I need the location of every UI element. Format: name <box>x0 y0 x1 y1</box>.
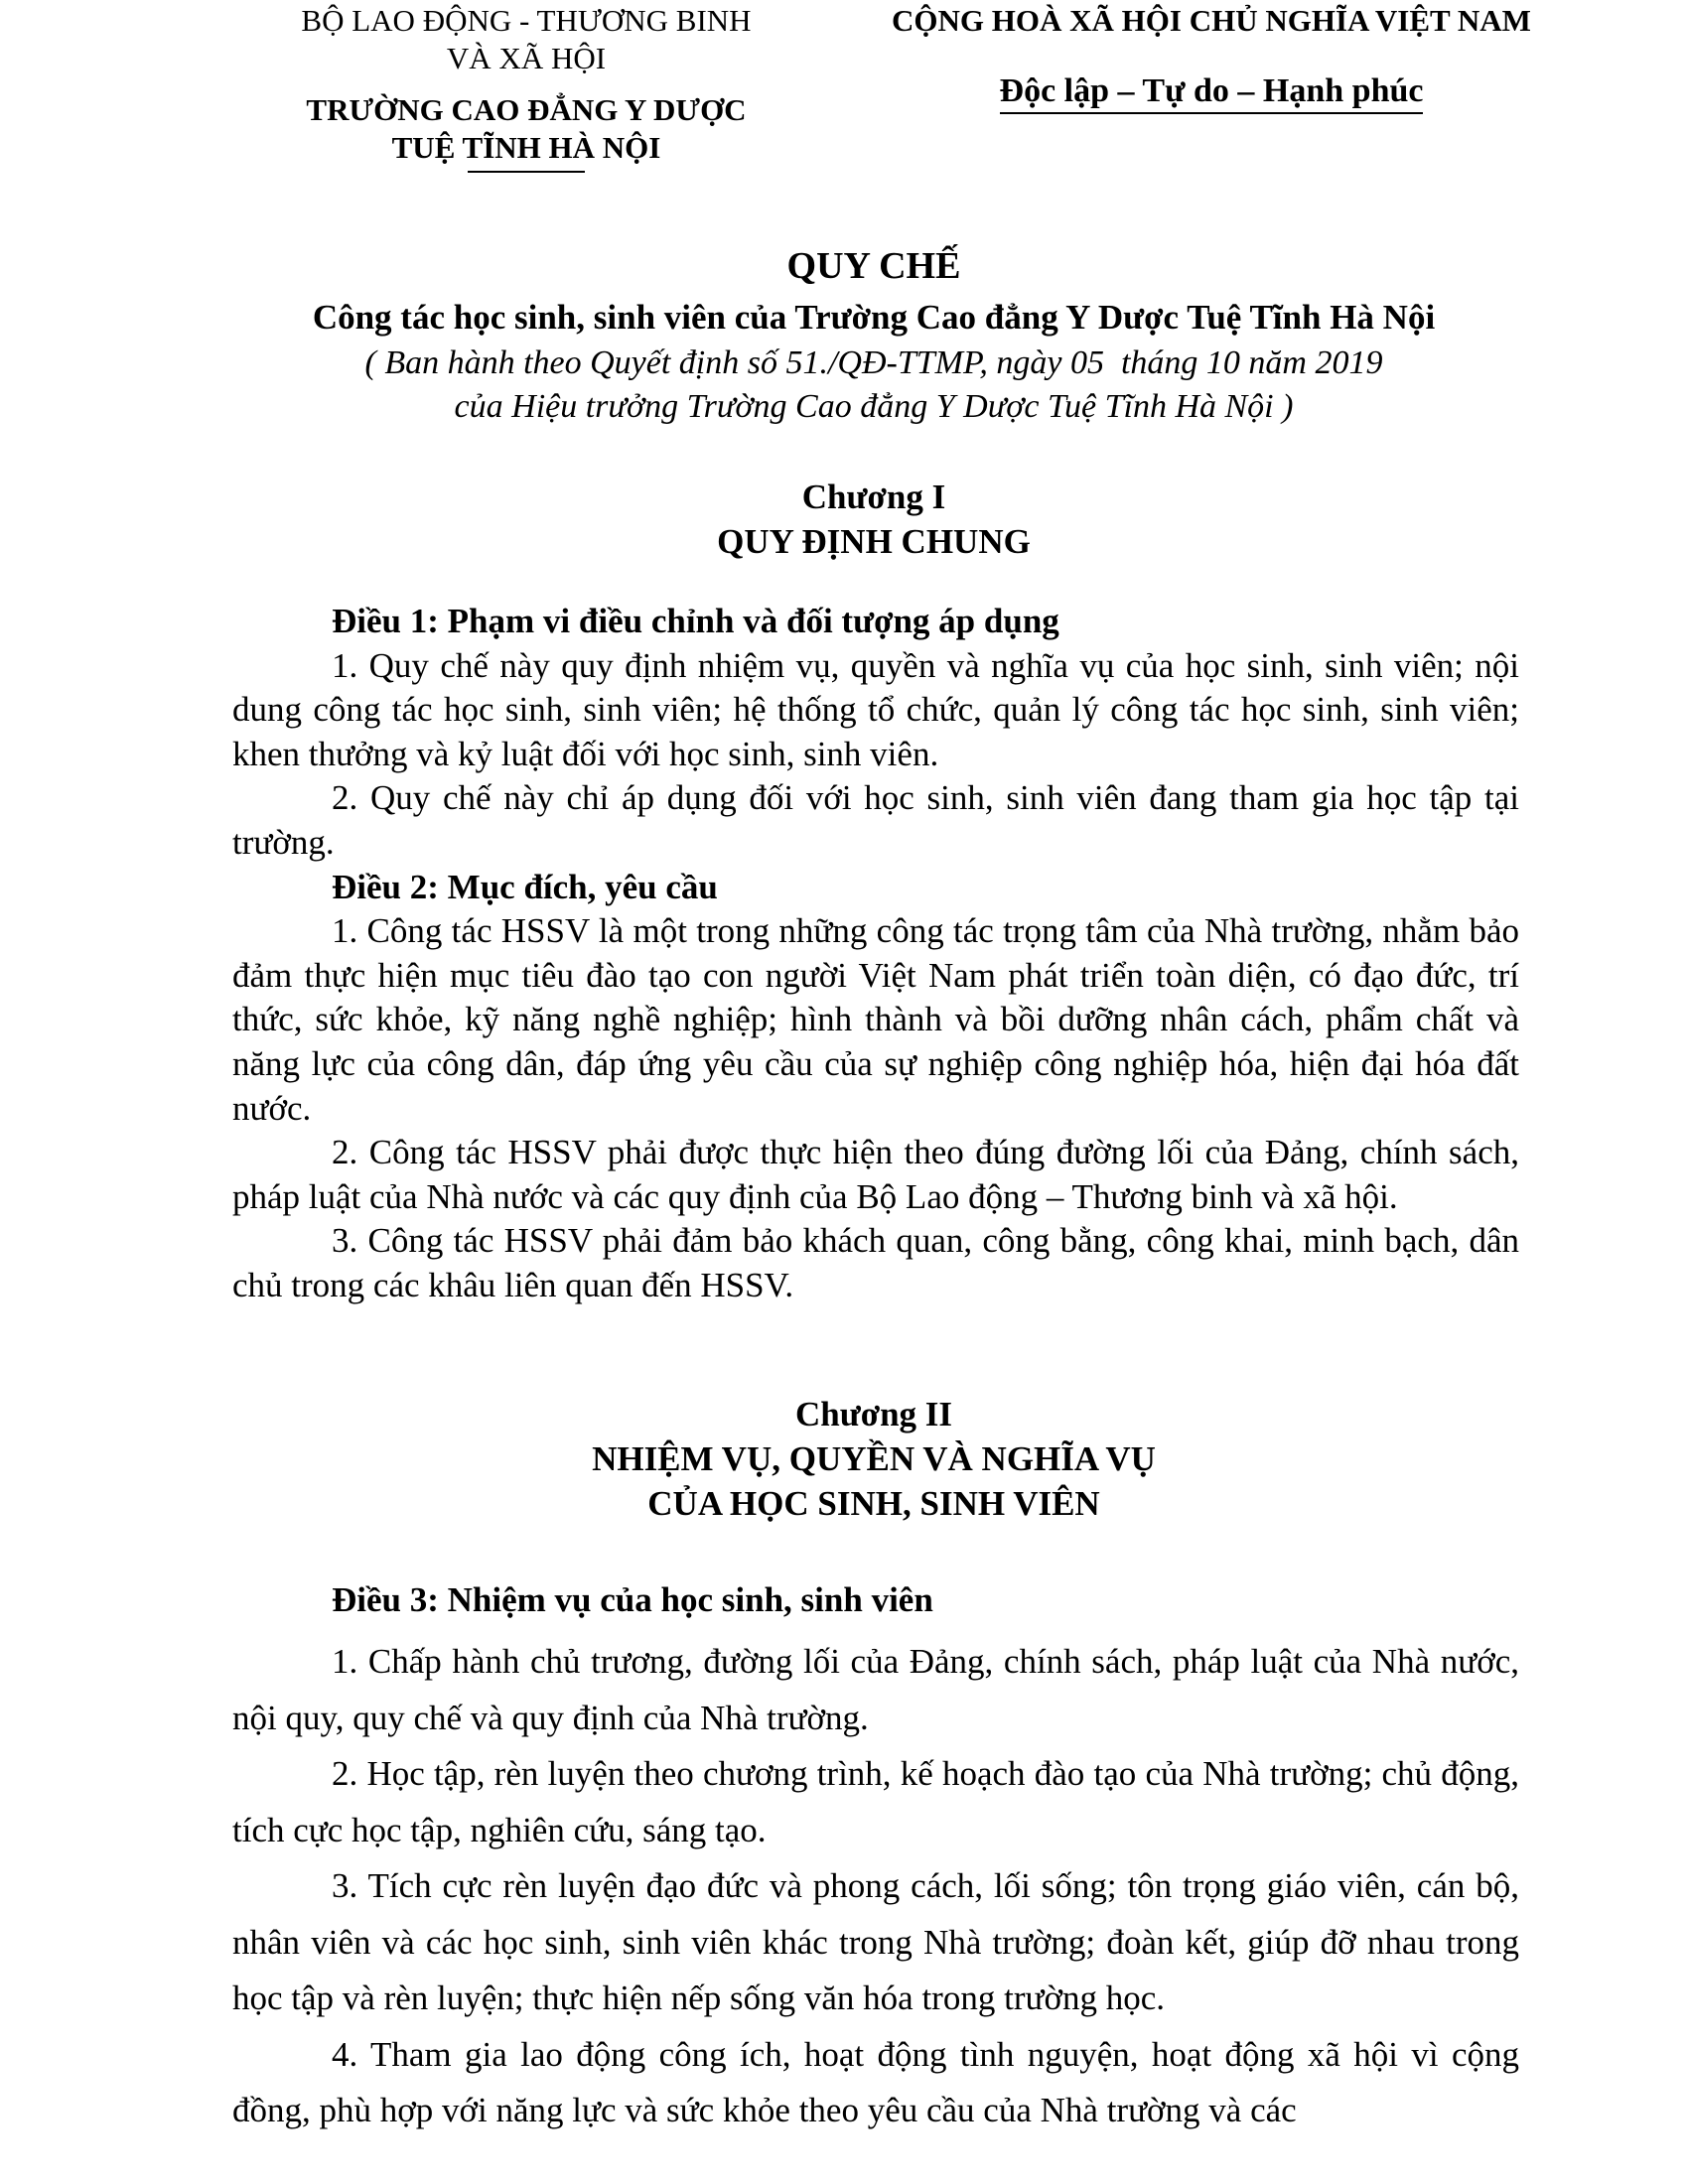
national-title-block <box>874 2 1549 114</box>
decree-reference <box>228 341 1519 429</box>
chapter2-label: Chương II <box>794 1395 953 1433</box>
chapter2-name-line1: NHIỆM VỤ, QUYỀN VÀ NGHĨA VỤ <box>592 1439 1156 1478</box>
decree-line1: ( Ban hành theo Quyết định số 51./QĐ-TTMP, ngày 05 tháng 10 năm 2019 <box>364 344 1383 381</box>
article2-paragraph2: 2. Công tác HSSV phải được thực hiện theo đúng đường lối của Đảng, chính sách, pháp luật của Nhà nước và các quy định của Bộ Lao động – Thương binh và xã hội. <box>232 1133 1519 1216</box>
document-subtitle: Công tác học sinh, sinh viên của Trường Cao đẳng Y Dược Tuệ Tĩnh Hà Nội <box>312 298 1436 337</box>
article3-paragraph1: 1. Chấp hành chủ trương, đường lối của Đảng, chính sách, pháp luật của Nhà nước, nội quy, quy chế và quy định của Nhà trường. <box>232 1642 1519 1737</box>
national-motto: Độc lập – Tự do – Hạnh phúc <box>1000 72 1424 114</box>
article3-paragraph2: 2. Học tập, rèn luyện theo chương trình, kế hoạch đào tạo của Nhà trường; chủ động, tích cực học tập, nghiên cứu, sáng tạo. <box>232 1754 1519 1849</box>
article3-paragraph4: 4. Tham gia lao động công ích, hoạt động tình nguyện, hoạt động xã hội vì cộng đồng, phù hợp với năng lực và sức khỏe theo yêu cầu của Nhà trường và các <box>232 2034 1519 2129</box>
document-title: QUY CHẾ <box>786 245 961 287</box>
chapter2-name-line2: CỦA HỌC SINH, SINH VIÊN <box>647 1484 1100 1523</box>
chapter1-name: QUY ĐỊNH CHUNG <box>717 522 1031 561</box>
ministry-name-line1: BỘ LAO ĐỘNG - THƯƠNG BINH <box>301 3 752 38</box>
school-name-line1: TRƯỜNG CAO ĐẲNG Y DƯỢC <box>306 92 747 127</box>
issuing-authority-block <box>248 2 804 173</box>
chapter2-heading <box>228 1392 1519 1526</box>
article2-paragraph1: 1. Công tác HSSV là một trong những công tác trọng tâm của Nhà trường, nhằm bảo đảm thực hiện mục tiêu đào tạo con người Việt Nam phát triển toàn diện, có đạo đức, trí thức, sức khỏe, kỹ năng nghề nghiệp; hình thành và bồi dưỡng nhân cách, phẩm chất và năng lực của công dân, đáp ứng yêu cầu của sự nghiệp công nghiệp hóa, hiện đại hóa đất nước. <box>232 911 1519 1128</box>
article2-heading: Điều 2: Mục đích, yêu cầu <box>332 867 718 906</box>
article3-heading: Điều 3: Nhiệm vụ của học sinh, sinh viên <box>332 1580 933 1619</box>
article3-paragraph3: 3. Tích cực rèn luyện đạo đức và phong cách, lối sống; tôn trọng giáo viên, cán bộ, nhân viên và các học sinh, sinh viên khác trong Nhà trường; đoàn kết, giúp đỡ nhau trong học tập và rèn luyện; thực hiện nếp sống văn hóa trong trường học. <box>232 1866 1519 2017</box>
article1-paragraph1: 1. Quy chế này quy định nhiệm vụ, quyền và nghĩa vụ của học sinh, sinh viên; nội dung công tác học sinh, sinh viên; hệ thống tổ chức, quản lý công tác học sinh, sinh viên; khen thưởng và kỷ luật đối với học sinh, sinh viên. <box>232 645 1519 773</box>
article2-paragraph3: 3. Công tác HSSV phải đảm bảo khách quan, công bằng, công khai, minh bạch, dân chủ trong các khâu liên quan đến HSSV. <box>232 1221 1519 1304</box>
header-left-divider <box>468 171 585 173</box>
chapter1-body <box>232 600 1519 1308</box>
national-title: CỘNG HOÀ XÃ HỘI CHỦ NGHĨA VIỆT NAM <box>892 3 1531 38</box>
chapter1-heading <box>228 475 1519 564</box>
ministry-name-line2: VÀ XÃ HỘI <box>446 41 607 75</box>
decree-line2: của Hiệu trưởng Trường Cao đẳng Y Dược Tuệ Tĩnh Hà Nội ) <box>454 388 1294 425</box>
article1-heading: Điều 1: Phạm vi điều chỉnh và đối tượng áp dụng <box>332 602 1059 640</box>
article1-paragraph2: 2. Quy chế này chỉ áp dụng đối với học sinh, sinh viên đang tham gia học tập tại trường. <box>232 778 1519 862</box>
chapter1-label: Chương I <box>801 478 946 516</box>
chapter2-body <box>232 1578 1519 2139</box>
school-name-line2: TUỆ TĨNH HÀ NỘI <box>391 130 661 165</box>
